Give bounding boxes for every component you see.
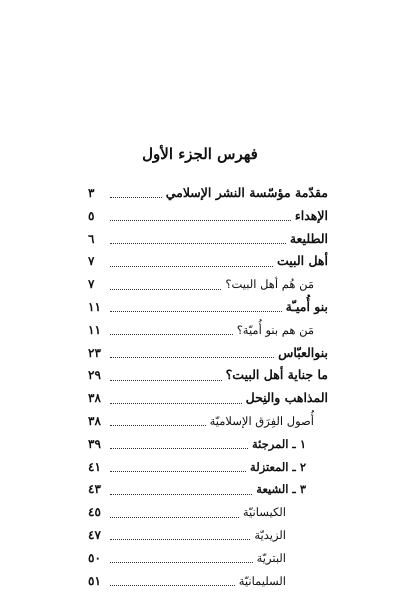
toc-entry-page-number: ٤٧ [88, 527, 101, 542]
dot-leader [110, 257, 273, 267]
toc-entry-label: أهل البيت [277, 253, 328, 269]
dot-leader [110, 394, 242, 404]
toc-entry-label: أُصول الفِرَق الإسلاميّة [209, 413, 314, 428]
toc-entry-label: مَن هُم أهل البيت؟ [225, 277, 314, 292]
toc-entry [88, 182, 328, 205]
toc-entry-label: البتريّة [256, 550, 286, 565]
toc-entry-label: ما جناية أهل البيت؟ [225, 367, 328, 383]
toc-entry [88, 319, 328, 342]
toc-entry [88, 524, 328, 547]
toc-entry-page-number: ٤٥ [88, 505, 101, 520]
toc-entry-page-number: ٧ [88, 254, 95, 269]
toc-entry-label: الكيسانيّة [242, 505, 286, 520]
toc-entry [88, 228, 328, 251]
toc-entry-label: ١ ـ المرجئة [251, 436, 306, 451]
dot-leader [110, 325, 233, 335]
toc-entry [88, 387, 328, 410]
toc-entry-page-number: ٣٩ [88, 436, 101, 451]
toc-entry-label: مَن هم بنو أُميّة؟ [236, 322, 314, 337]
toc-entry [88, 364, 328, 387]
toc-entry [88, 547, 328, 570]
toc-entry-page-number: ١١ [88, 299, 101, 314]
toc-entry [88, 456, 328, 479]
toc-entry [88, 570, 328, 592]
toc-entry-page-number: ٤١ [88, 459, 101, 474]
toc-entry-page-number: ٣ [88, 186, 95, 200]
dot-leader [110, 439, 248, 449]
toc-title: فهرس الجزء الأول [142, 145, 258, 163]
toc-entry [88, 433, 328, 456]
dot-leader [110, 508, 239, 518]
dot-leader [110, 302, 282, 312]
toc-entry [88, 273, 328, 296]
toc-entry-label: الزيديّة [254, 527, 286, 542]
dot-leader [110, 576, 235, 586]
toc-entry-page-number: ٥٠ [88, 550, 101, 565]
dot-leader [110, 485, 252, 495]
toc-entry [88, 478, 328, 501]
toc-entry-label: الطليعة [289, 230, 328, 246]
toc-entry [88, 342, 328, 365]
toc-entry [88, 205, 328, 228]
toc-entry [88, 296, 328, 319]
toc-entry-label: بنو أُميـّة [285, 298, 328, 314]
toc-entry-label: بنوالعبّاس [278, 344, 328, 360]
toc-entry-page-number: ٥١ [88, 573, 101, 588]
dot-leader [110, 371, 222, 381]
toc-entry-page-number: ٤٣ [88, 482, 101, 497]
dot-leader [110, 416, 206, 426]
dot-leader [110, 211, 291, 221]
toc-entry-page-number: ٢٣ [88, 345, 101, 360]
toc-entry-label: ٣ ـ الشيعة [256, 482, 306, 497]
dot-leader [110, 188, 162, 198]
toc-entry [88, 501, 328, 524]
toc-entry-label: مقدّمة مؤسّسة النشر الإسلامي [165, 185, 328, 200]
toc-entry [88, 410, 328, 433]
toc-entry-label: السليمانيّة [238, 573, 286, 588]
toc-entry-label: الإهداء [294, 207, 328, 223]
toc-entry-page-number: ٦ [88, 231, 95, 246]
toc-entry-page-number: ٢٩ [88, 368, 101, 383]
dot-leader [110, 234, 286, 244]
table-of-contents [88, 182, 328, 592]
dot-leader [110, 280, 221, 290]
toc-entry-label: المذاهب والنِحل [245, 390, 328, 406]
toc-entry-page-number: ٥ [88, 208, 95, 223]
toc-entry-page-number: ٧ [88, 277, 95, 292]
toc-entry-label: ٢ ـ المعتزلة [250, 459, 306, 474]
dot-leader [110, 348, 274, 358]
toc-entry-page-number: ١١ [88, 322, 101, 337]
toc-entry-page-number: ٣٨ [88, 413, 101, 428]
dot-leader [110, 553, 253, 563]
toc-entry-page-number: ٣٨ [88, 391, 101, 406]
toc-entry [88, 250, 328, 273]
dot-leader [110, 530, 250, 540]
dot-leader [110, 462, 246, 472]
